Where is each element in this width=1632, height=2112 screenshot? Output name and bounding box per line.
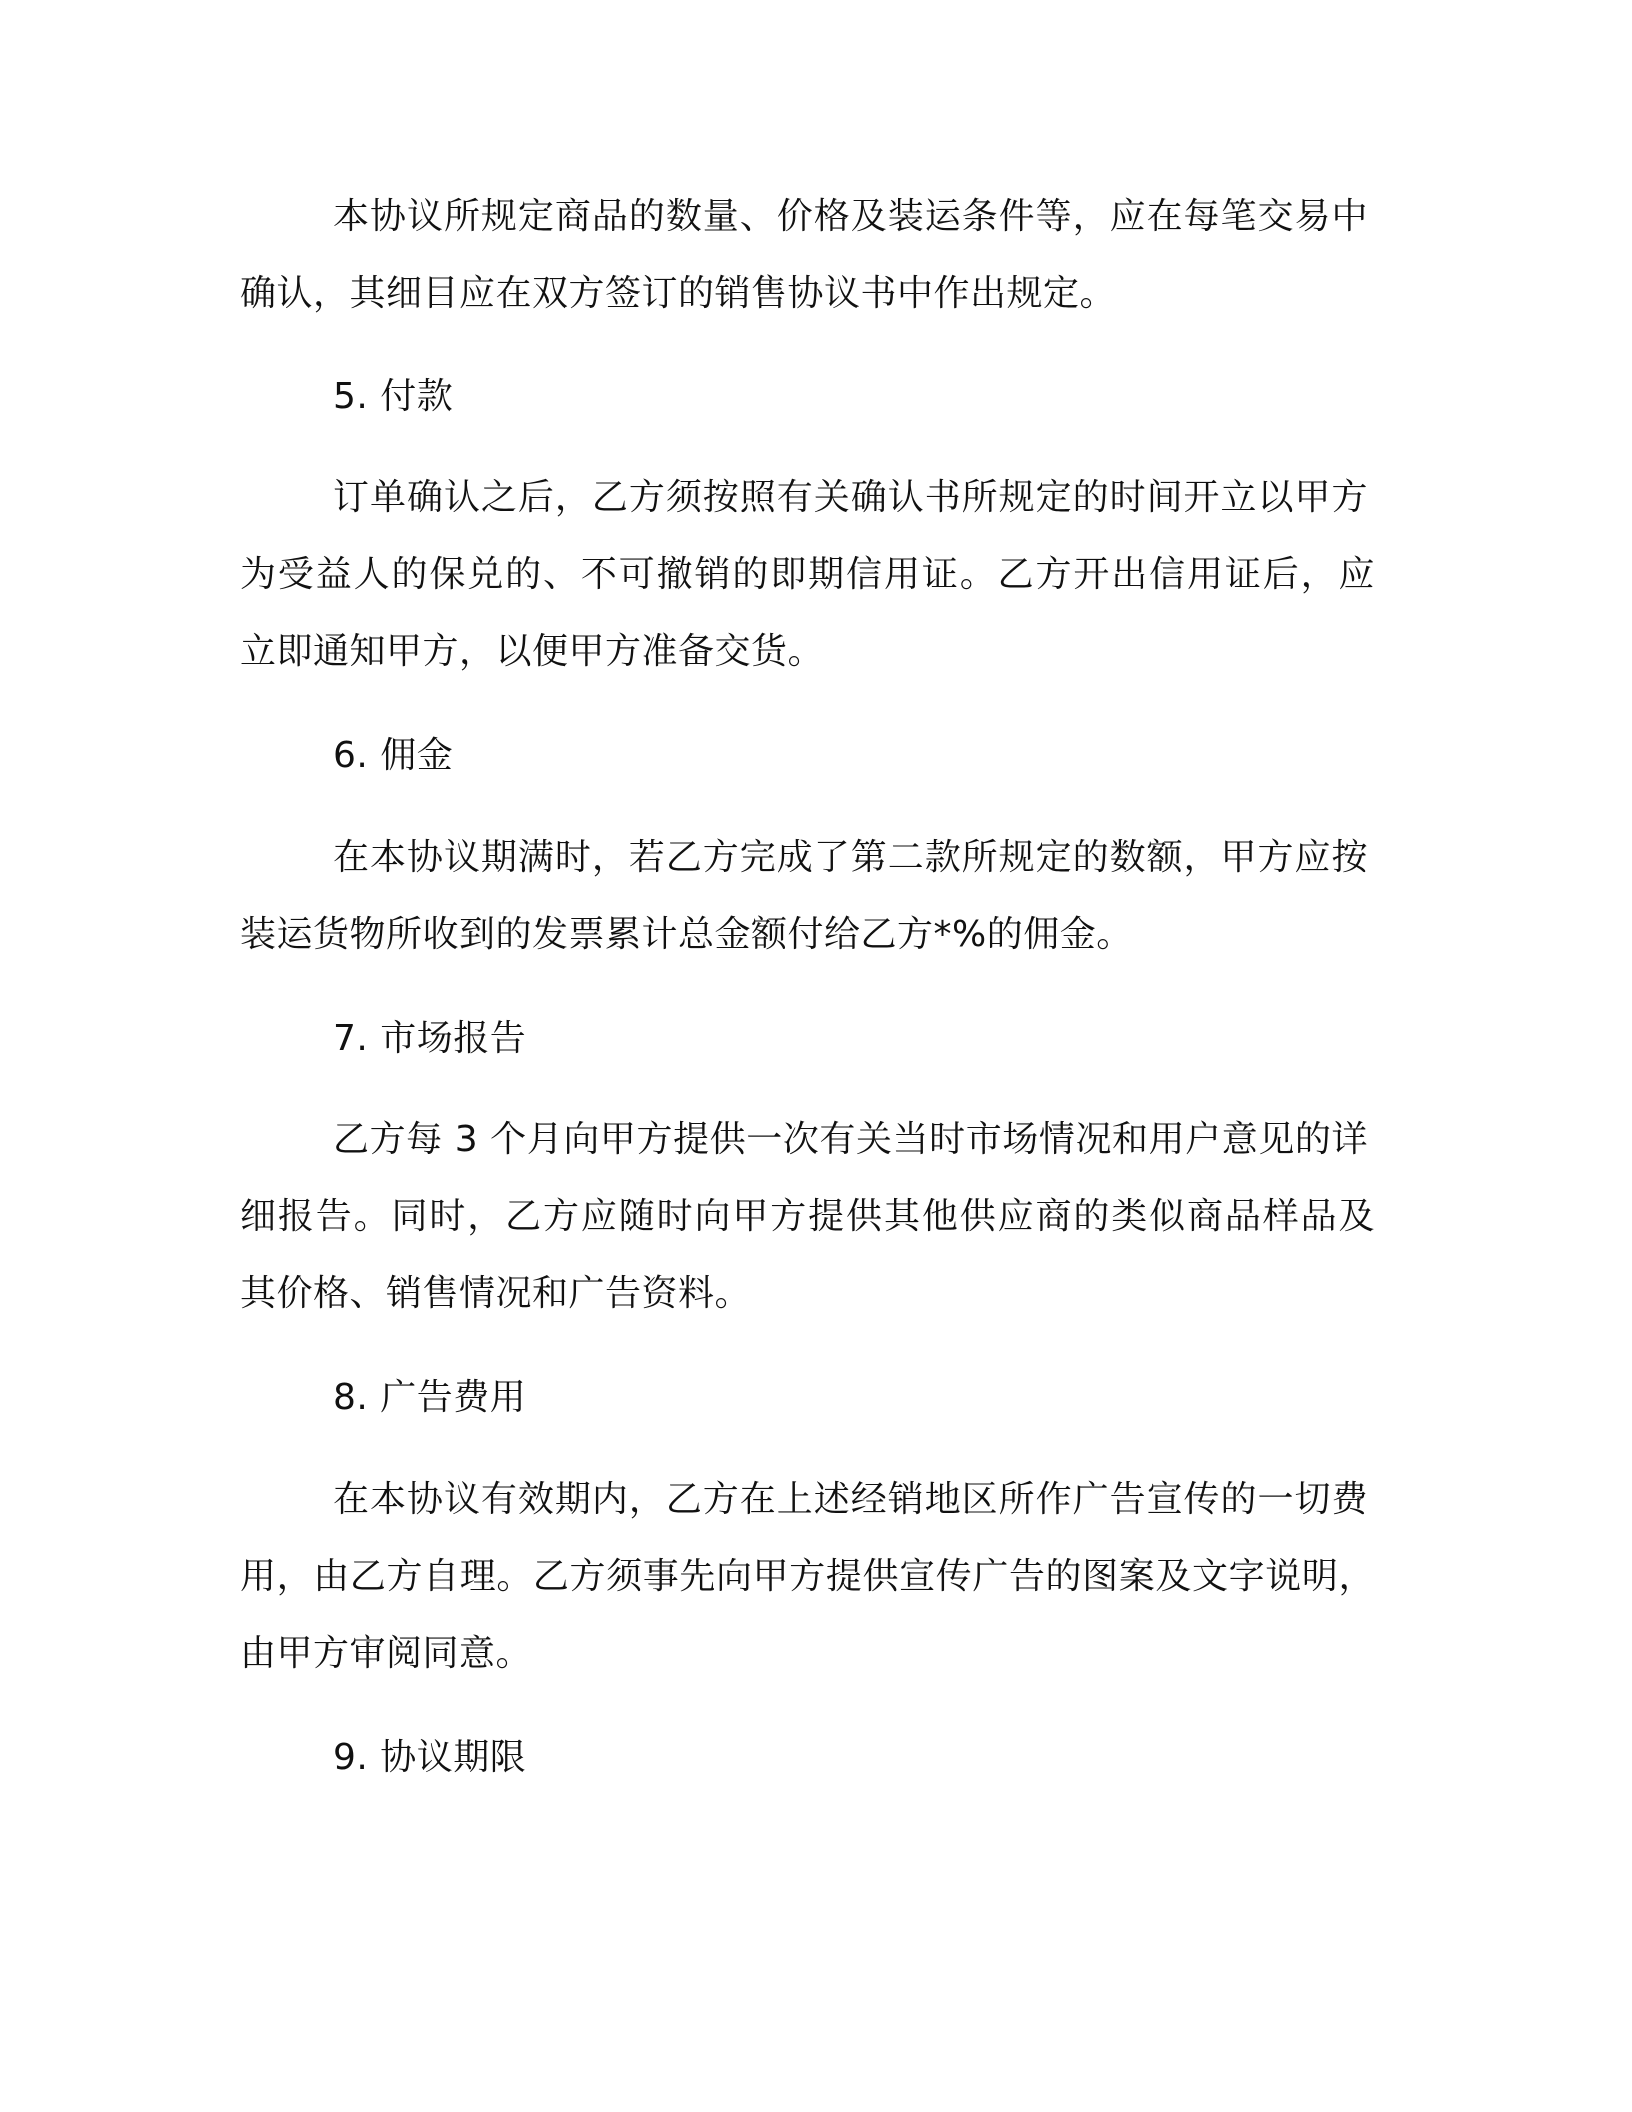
section-heading-payment: 5. 付款 <box>333 376 454 417</box>
paragraph-line: 用，由乙方自理。乙方须事先向甲方提供宣传广告的图案及文字说明， <box>240 1556 1375 1597</box>
paragraph-line: 确认，其细目应在双方签订的销售协议书中作出规定。 <box>240 273 1117 314</box>
paragraph-line: 乙方每 3 个月向甲方提供一次有关当时市场情况和用户意见的详 <box>333 1119 1368 1160</box>
paragraph-line: 立即通知甲方，以便甲方准备交货。 <box>240 631 825 672</box>
paragraph-line: 订单确认之后，乙方须按照有关确认书所规定的时间开立以甲方 <box>333 477 1368 518</box>
paragraph-line: 在本协议期满时，若乙方完成了第二款所规定的数额，甲方应按 <box>333 837 1368 878</box>
section-heading-term: 9. 协议期限 <box>333 1737 527 1778</box>
section-heading-advertising: 8. 广告费用 <box>333 1377 527 1418</box>
paragraph-line: 为受益人的保兑的、不可撤销的即期信用证。乙方开出信用证后，应 <box>240 554 1375 595</box>
paragraph-line: 由甲方审阅同意。 <box>240 1633 533 1674</box>
paragraph-line: 在本协议有效期内，乙方在上述经销地区所作广告宣传的一切费 <box>333 1479 1368 1520</box>
paragraph-line: 本协议所规定商品的数量、价格及装运条件等，应在每笔交易中 <box>333 196 1368 237</box>
paragraph-line: 装运货物所收到的发票累计总金额付给乙方*%的佣金。 <box>240 914 1133 955</box>
paragraph-line: 细报告。同时，乙方应随时向甲方提供其他供应商的类似商品样品及 <box>240 1196 1375 1237</box>
section-heading-commission: 6. 佣金 <box>333 735 454 776</box>
paragraph-line: 其价格、销售情况和广告资料。 <box>240 1273 752 1314</box>
section-heading-market-report: 7. 市场报告 <box>333 1018 527 1059</box>
